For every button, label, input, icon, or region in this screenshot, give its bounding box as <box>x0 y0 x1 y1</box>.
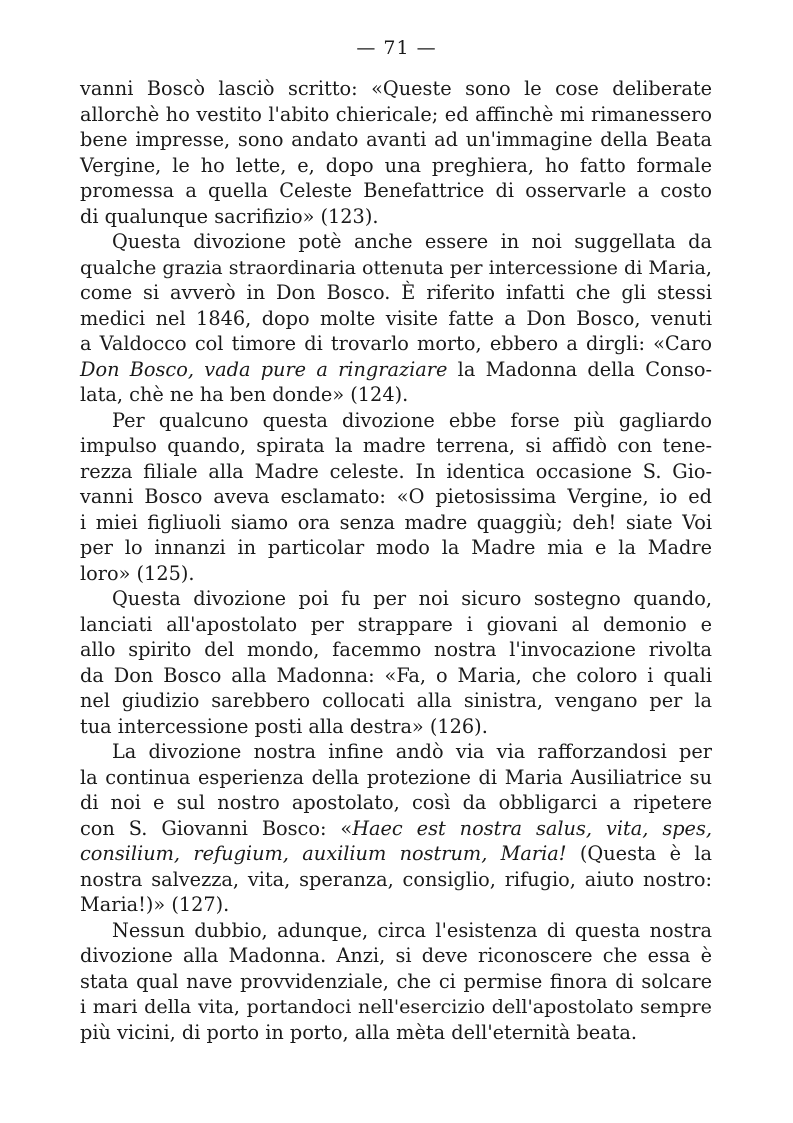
text-segment: come si avverò in Don Bosco. È riferito infatti che gli stessi <box>80 281 712 304</box>
text-segment: qualche grazia straordinaria ottenuta per intercessione di Maria, <box>80 255 712 279</box>
text-line <box>80 943 712 969</box>
text-line <box>80 612 712 638</box>
text-segment: tua intercessione posti alla destra» (126). <box>80 714 488 738</box>
text-line <box>80 178 712 204</box>
text-line <box>80 255 712 281</box>
text-segment: (Questa è la <box>566 842 712 865</box>
text-segment: stata qual nave provvidenziale, che ci permise finora di solcare <box>80 969 712 993</box>
text-line <box>80 153 712 179</box>
text-line <box>80 127 712 153</box>
text-segment: Nessun dubbio, adunque, circa l'esistenza di questa nostra <box>112 918 712 942</box>
text-line <box>80 433 712 459</box>
italic-text-segment: consilium, refugium, auxilium nostrum, Maria! <box>80 842 567 865</box>
text-segment: di noi e sul nostro apostolato, così da obbligarci a ripetere <box>80 791 712 814</box>
text-line <box>80 663 712 689</box>
text-segment: più vicini, di porto in porto, alla mèta dell'eternità beata. <box>80 1020 637 1044</box>
text-segment: Per qualcuno questa divozione ebbe forse più gagliardo <box>112 408 712 432</box>
text-line <box>80 867 712 893</box>
text-line <box>80 561 712 587</box>
text-segment: la continua esperienza della protezione di Maria Ausiliatrice su <box>80 765 712 789</box>
body-text <box>80 76 712 1045</box>
text-segment: nostra salvezza, vita, speranza, consiglio, rifugio, aiuto nostro: <box>80 867 712 891</box>
text-segment: rezza filiale alla Madre celeste. In identica occasione S. Gio- <box>80 459 712 483</box>
text-segment: bene impresse, sono andato avanti ad un'immagine della Beata <box>80 128 712 151</box>
text-segment: vanni Boscò lasciò scritto: «Queste sono le cose deliberate <box>80 77 712 100</box>
text-segment: Vergine, le ho lette, e, dopo una preghiera, ho fatto formale <box>80 153 712 177</box>
text-segment: allo spirito del mondo, facemmo nostra l'invocazione rivolta <box>80 638 712 661</box>
text-line <box>80 892 712 918</box>
text-line <box>80 994 712 1020</box>
italic-text-segment: Haec est nostra salus, vita, spes, <box>352 816 712 840</box>
text-line <box>80 306 712 332</box>
text-line <box>80 714 712 740</box>
page-number: — 71 — <box>356 37 437 59</box>
text-line <box>80 688 712 714</box>
paragraph-first-line <box>80 229 712 255</box>
text-segment: i mari della vita, portandoci nell'esercizio dell'apostolato sempre <box>80 995 712 1018</box>
italic-text-segment: Don Bosco, vada pure a ringraziare <box>80 357 458 381</box>
text-line <box>80 204 712 230</box>
paragraph-first-line <box>80 586 712 612</box>
text-segment: loro» (125). <box>80 561 195 585</box>
text-line <box>80 510 712 536</box>
text-segment: a Valdocco col timore di trovarlo morto, ebbero a dirgli: «Caro <box>80 332 712 355</box>
text-segment: Questa divozione poi fu per noi sicuro sostegno quando, <box>112 587 712 610</box>
text-segment: i miei figliuoli siamo ora senza madre quaggiù; deh! siate Voi <box>80 510 712 534</box>
text-line <box>80 484 712 510</box>
text-line <box>80 765 712 791</box>
text-line <box>80 790 712 816</box>
text-line <box>80 382 712 408</box>
text-segment: promessa a quella Celeste Benefattrice di osservarle a costo <box>80 179 712 202</box>
text-line <box>80 459 712 485</box>
paragraph-first-line <box>80 408 712 434</box>
text-line <box>80 1020 712 1046</box>
paragraph-first-line <box>80 739 712 765</box>
text-segment: la Madonna della Conso- <box>457 357 712 381</box>
text-segment: La divozione nostra infine andò via via rafforzandosi per <box>112 740 712 763</box>
text-segment: impulso quando, spirata la madre terrena, si affidò con tene- <box>80 434 712 457</box>
text-segment: lanciati all'apostolato per strappare i giovani al demonio e <box>80 612 712 636</box>
text-segment: allorchè ho vestito l'abito chiericale; ed affinchè mi rimanessero <box>80 102 712 126</box>
text-segment: medici nel 1846, dopo molte visite fatte a Don Bosco, venuti <box>80 306 712 330</box>
text-segment: Maria!)» (127). <box>80 893 230 916</box>
text-line <box>80 357 712 383</box>
text-segment: da Don Bosco alla Madonna: «Fa, o Maria, che coloro i quali <box>80 663 712 687</box>
text-line <box>80 969 712 995</box>
text-segment: per lo innanzi in particolar modo la Madre mia e la Madre <box>80 536 712 559</box>
text-segment: vanni Bosco aveva esclamato: «O pietosissima Vergine, io ed <box>80 485 712 508</box>
text-line <box>80 535 712 561</box>
text-line <box>80 841 712 867</box>
text-segment: di qualunque sacrifizio» (123). <box>80 204 379 228</box>
text-line <box>80 102 712 128</box>
text-line <box>80 331 712 357</box>
text-segment: nel giudizio sarebbero collocati alla sinistra, vengano per la <box>80 689 712 712</box>
text-segment: divozione alla Madonna. Anzi, si deve riconoscere che essa è <box>80 944 712 967</box>
text-line <box>80 816 712 842</box>
paragraph-first-line <box>80 918 712 944</box>
text-line <box>80 280 712 306</box>
text-line <box>80 76 712 102</box>
text-segment: Questa divozione potè anche essere in noi suggellata da <box>112 230 712 253</box>
text-segment: con S. Giovanni Bosco: « <box>80 816 353 840</box>
text-line <box>80 637 712 663</box>
text-segment: lata, chè ne ha ben donde» (124). <box>80 383 409 406</box>
